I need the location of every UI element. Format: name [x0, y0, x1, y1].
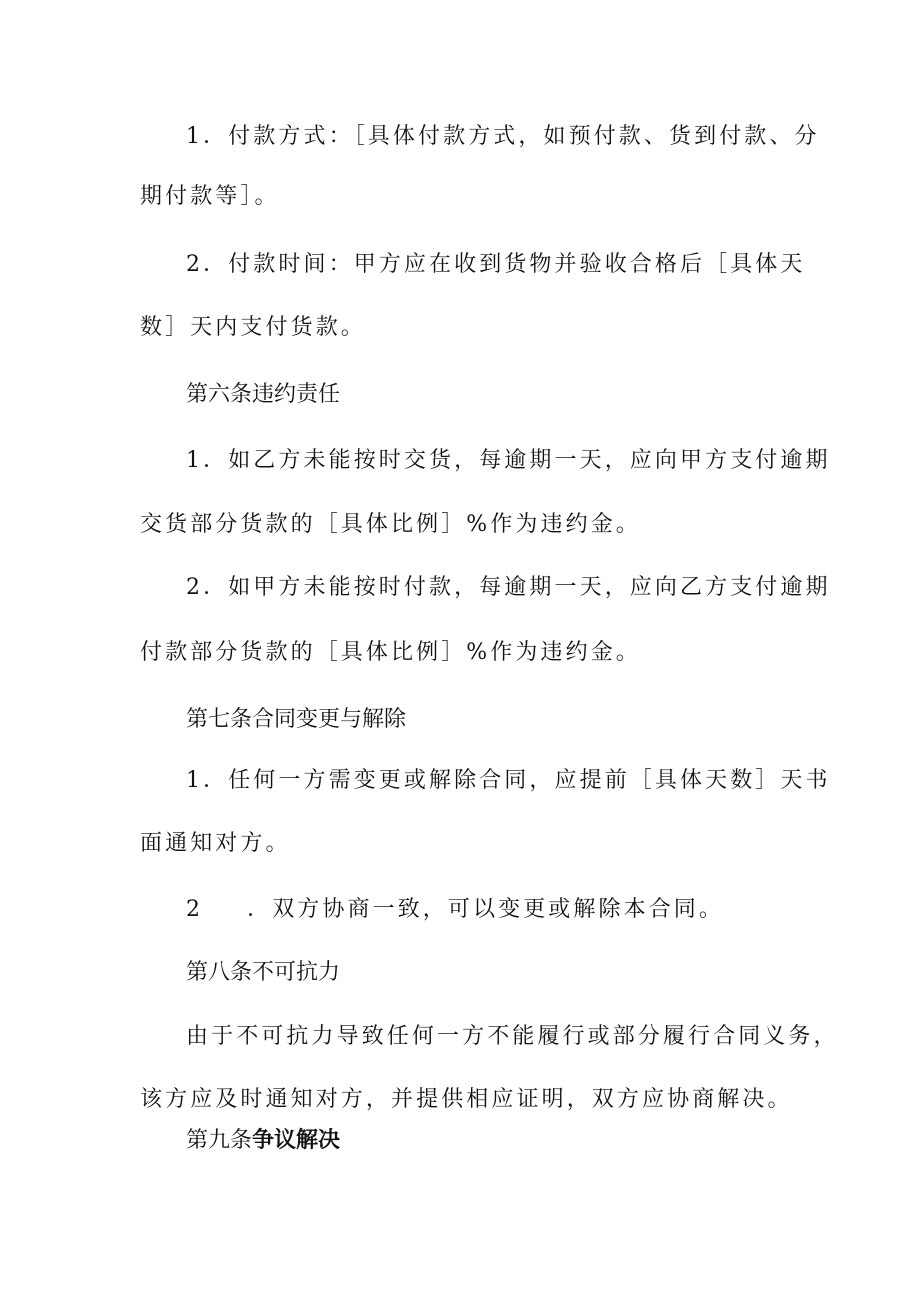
article-six-item-1-line-1: 1．如乙方未能按时交货，每逾期一天，应向甲方支付逾期: [186, 448, 831, 473]
payment-method-line-2: 期付款等］。: [140, 184, 280, 209]
article-eight-line-1: 由于不可抗力导致任何一方不能履行或部分履行合同义务，: [186, 1024, 839, 1049]
article-nine-heading: [186, 1126, 340, 1156]
article-nine-prefix: 第九条: [186, 1128, 253, 1153]
article-seven-item-2-line: [186, 895, 724, 925]
article-seven-item-1-line-1: 1．任何一方需变更或解除合同，应提前［具体天数］天书: [186, 768, 831, 793]
article-nine-title: 争议解决: [252, 1128, 341, 1153]
article-eight-line-2: 该方应及时通知对方，并提供相应证明，双方应协商解决。: [140, 1087, 793, 1112]
article-eight-heading: 第八条不可抗力: [186, 960, 341, 985]
article-six-item-2-line-1: 2．如甲方未能按时付款，每逾期一天，应向乙方支付逾期: [186, 575, 831, 600]
payment-time-line-2: 数］天内支付货款。: [140, 315, 366, 340]
article-seven-item-1-line-2: 面通知对方。: [140, 831, 291, 856]
payment-method-line-1: 1．付款方式：［具体付款方式，如预付款、货到付款、分: [186, 124, 820, 149]
article-six-heading: 第六条违约责任: [186, 382, 341, 407]
article-seven-item-2-text: ．双方协商一致，可以变更或解除本合同。: [247, 897, 725, 922]
article-seven-heading: 第七条合同变更与解除: [186, 707, 407, 732]
article-seven-item-2-number: 2: [186, 897, 204, 922]
article-six-item-1-line-2: 交货部分货款的［具体比例］%作为违约金。: [140, 512, 641, 537]
article-six-item-2-line-2: 付款部分货款的［具体比例］%作为违约金。: [140, 640, 641, 665]
payment-time-line-1: 2．付款时间：甲方应在收到货物并验收合格后［具体天: [186, 252, 806, 277]
